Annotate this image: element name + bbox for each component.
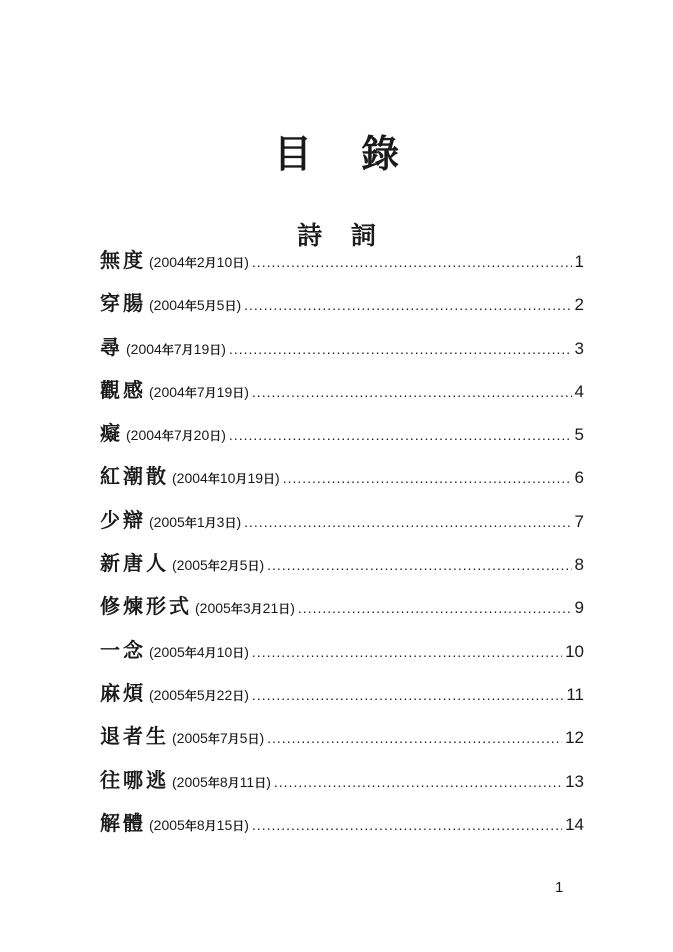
date-month: 1	[196, 513, 205, 530]
date-open: (	[195, 600, 200, 617]
date-open: (	[149, 513, 154, 530]
date-open: (	[172, 470, 177, 487]
date-year: 2005	[153, 513, 185, 530]
dot-leader	[274, 774, 562, 790]
date-month-char: 月	[227, 732, 240, 747]
toc-entry[interactable]	[100, 720, 584, 763]
dot-leader	[298, 600, 572, 616]
date-year-char: 年	[161, 342, 174, 357]
toc-entry[interactable]	[100, 677, 584, 720]
entry-title: 退者生	[100, 724, 169, 749]
date-year: 2005	[199, 600, 231, 617]
date-close: )	[266, 773, 271, 790]
date-year: 2005	[153, 643, 185, 660]
toc-entry[interactable]	[100, 460, 584, 503]
date-day-char: 日	[224, 299, 237, 314]
date-month: 10	[219, 470, 236, 487]
entry-page-number: 11	[566, 684, 584, 704]
entry-page-number: 9	[574, 598, 584, 618]
entry-title: 新唐人	[100, 551, 169, 576]
dot-leader	[267, 557, 571, 573]
date-year-char: 年	[184, 515, 197, 530]
date-year-char: 年	[207, 559, 220, 574]
date-open: (	[149, 816, 154, 833]
date-day: 22	[216, 686, 233, 703]
toc-entry[interactable]	[100, 374, 584, 417]
date-month-char: 月	[204, 688, 217, 703]
date-open: (	[126, 427, 131, 444]
dot-leader	[267, 730, 562, 746]
date-year: 2004	[153, 383, 185, 400]
date-open: (	[149, 297, 154, 314]
entry-page-number: 12	[565, 728, 584, 748]
date-year: 2004	[153, 254, 185, 270]
entry-date	[195, 600, 295, 617]
date-month: 8	[196, 816, 205, 833]
date-day-char: 日	[232, 645, 245, 660]
date-month-char: 月	[204, 818, 217, 833]
date-day: 21	[262, 600, 279, 617]
entry-title: 麻煩	[100, 680, 146, 705]
toc-entry[interactable]	[100, 590, 584, 633]
entry-page-number: 7	[574, 511, 584, 531]
date-close: )	[244, 383, 249, 400]
date-day: 19	[247, 470, 264, 487]
entry-title: 觀感	[100, 377, 146, 402]
date-year: 2004	[153, 297, 185, 314]
date-close: )	[244, 643, 249, 660]
toc-entry[interactable]	[100, 244, 584, 287]
date-close: )	[275, 470, 280, 487]
entry-date	[126, 427, 226, 444]
entry-date	[172, 470, 280, 487]
date-year-char: 年	[207, 472, 220, 487]
date-month-char: 月	[204, 299, 217, 314]
toc-entry[interactable]	[100, 504, 584, 547]
date-open: (	[149, 686, 154, 703]
entry-title: 往哪逃	[100, 767, 169, 792]
date-month-char: 月	[181, 342, 194, 357]
dot-leader	[252, 687, 563, 703]
date-day-char: 日	[247, 732, 260, 747]
entry-title: 穿腸	[100, 291, 146, 316]
entry-title: 無度	[100, 248, 146, 272]
date-month: 5	[196, 686, 205, 703]
date-year: 2005	[176, 773, 208, 790]
date-year: 2005	[153, 686, 185, 703]
toc-entry[interactable]	[100, 807, 584, 850]
entry-date	[172, 557, 264, 574]
date-close: )	[236, 513, 242, 530]
date-month: 2	[196, 254, 205, 270]
toc-entry[interactable]	[100, 417, 584, 460]
dot-leader	[229, 341, 572, 357]
entry-date	[149, 514, 241, 531]
date-month-char: 月	[181, 429, 194, 444]
entry-page-number: 13	[565, 771, 584, 791]
entry-page-number: 10	[565, 641, 584, 661]
date-open: (	[149, 254, 154, 270]
date-open: (	[149, 643, 154, 660]
entry-date	[149, 817, 249, 834]
date-day-char: 日	[209, 342, 222, 357]
date-year: 2004	[130, 427, 162, 444]
date-year-char: 年	[184, 299, 197, 314]
date-month: 5	[196, 297, 205, 314]
entry-title: 少辯	[100, 507, 146, 532]
date-year-char: 年	[184, 818, 197, 833]
date-close: )	[244, 686, 249, 703]
entry-page-number: 8	[574, 555, 584, 575]
date-day: 15	[216, 816, 233, 833]
toc-entry[interactable]	[100, 547, 584, 590]
date-day-char: 日	[209, 429, 222, 444]
table-of-contents	[100, 244, 584, 850]
dot-leader	[252, 817, 562, 833]
entry-title: 癡	[100, 421, 123, 446]
date-month-char: 月	[227, 775, 240, 790]
date-year: 2005	[153, 816, 185, 833]
dot-leader	[229, 427, 572, 443]
date-day-char: 日	[278, 602, 291, 617]
date-year-char: 年	[184, 688, 197, 703]
date-year: 2005	[176, 730, 208, 747]
entry-date	[149, 687, 249, 704]
page-number: 1	[555, 879, 564, 896]
date-year-char: 年	[184, 385, 197, 400]
date-month-char: 月	[204, 515, 217, 530]
date-day: 10	[216, 254, 233, 270]
date-month-char: 月	[204, 645, 217, 660]
entry-title: 解體	[100, 810, 146, 835]
dot-leader	[252, 384, 572, 400]
entry-page-number: 6	[574, 468, 584, 488]
date-month: 8	[219, 773, 228, 790]
date-day-char: 日	[232, 818, 245, 833]
date-year-char: 年	[207, 775, 220, 790]
dot-leader	[283, 470, 572, 486]
date-month: 2	[219, 557, 228, 574]
dot-leader	[252, 254, 572, 270]
date-year-char: 年	[207, 732, 220, 747]
date-close: )	[244, 254, 249, 270]
date-close: )	[236, 297, 242, 314]
dot-leader	[244, 297, 571, 313]
date-close: )	[244, 816, 249, 833]
date-close: )	[221, 340, 226, 357]
date-year-char: 年	[184, 256, 197, 270]
entry-title: 修煉形式	[100, 594, 192, 619]
date-open: (	[172, 773, 177, 790]
dot-leader	[244, 514, 571, 530]
date-day: 5	[239, 730, 248, 747]
entry-page-number: 14	[565, 814, 584, 834]
entry-date	[172, 730, 264, 747]
entry-title: 尋	[100, 334, 123, 359]
date-day-char: 日	[247, 559, 260, 574]
entry-page-number: 3	[574, 338, 584, 358]
entry-page-number: 5	[574, 425, 584, 445]
entry-date	[149, 644, 249, 661]
entry-date	[149, 297, 241, 314]
page-title: 目 錄	[273, 131, 418, 177]
date-day-char: 日	[232, 256, 245, 270]
date-close: )	[290, 600, 295, 617]
date-month: 7	[173, 427, 182, 444]
date-open: (	[172, 730, 177, 747]
date-day-char: 日	[263, 472, 276, 487]
entry-page-number: 1	[574, 252, 584, 271]
entry-date	[126, 341, 226, 358]
entry-page-number: 4	[574, 381, 584, 401]
date-day: 5	[239, 557, 248, 574]
date-month: 7	[196, 383, 205, 400]
date-day: 5	[216, 297, 225, 314]
date-year-char: 年	[230, 602, 243, 617]
date-month-char: 月	[250, 602, 263, 617]
date-month: 3	[242, 600, 251, 617]
toc-entry[interactable]	[100, 287, 584, 330]
date-month-char: 月	[204, 256, 217, 270]
toc-entry[interactable]	[100, 331, 584, 374]
date-day-char: 日	[224, 515, 237, 530]
entry-title: 一念	[100, 637, 146, 662]
date-day: 11	[239, 773, 255, 790]
date-day: 3	[216, 513, 225, 530]
date-close: )	[259, 557, 265, 574]
date-day: 19	[193, 340, 210, 357]
date-open: (	[172, 557, 177, 574]
date-day: 19	[216, 383, 233, 400]
date-open: (	[126, 340, 131, 357]
entry-date	[172, 774, 271, 791]
date-month-char: 月	[227, 559, 240, 574]
date-month: 7	[173, 340, 182, 357]
date-day-char: 日	[232, 385, 245, 400]
date-day-char: 日	[232, 688, 245, 703]
entry-date	[149, 254, 249, 271]
date-year: 2004	[130, 340, 162, 357]
date-month-char: 月	[235, 472, 248, 487]
section-title: 詩 詞	[297, 220, 386, 250]
date-year-char: 年	[161, 429, 174, 444]
date-year-char: 年	[184, 645, 197, 660]
date-month: 7	[219, 730, 228, 747]
date-close: )	[259, 730, 265, 747]
date-day: 10	[216, 643, 233, 660]
date-open: (	[149, 383, 154, 400]
entry-title: 紅潮散	[100, 464, 169, 489]
date-year: 2004	[176, 470, 208, 487]
date-month-char: 月	[204, 385, 217, 400]
date-day-char: 日	[254, 775, 267, 790]
entry-page-number: 2	[574, 295, 584, 315]
entry-date	[149, 384, 249, 401]
date-month: 4	[196, 643, 205, 660]
date-year: 2005	[176, 557, 208, 574]
dot-leader	[252, 644, 562, 660]
toc-entry[interactable]	[100, 764, 584, 807]
date-day: 20	[193, 427, 210, 444]
toc-entry[interactable]	[100, 634, 584, 677]
date-close: )	[221, 427, 226, 444]
